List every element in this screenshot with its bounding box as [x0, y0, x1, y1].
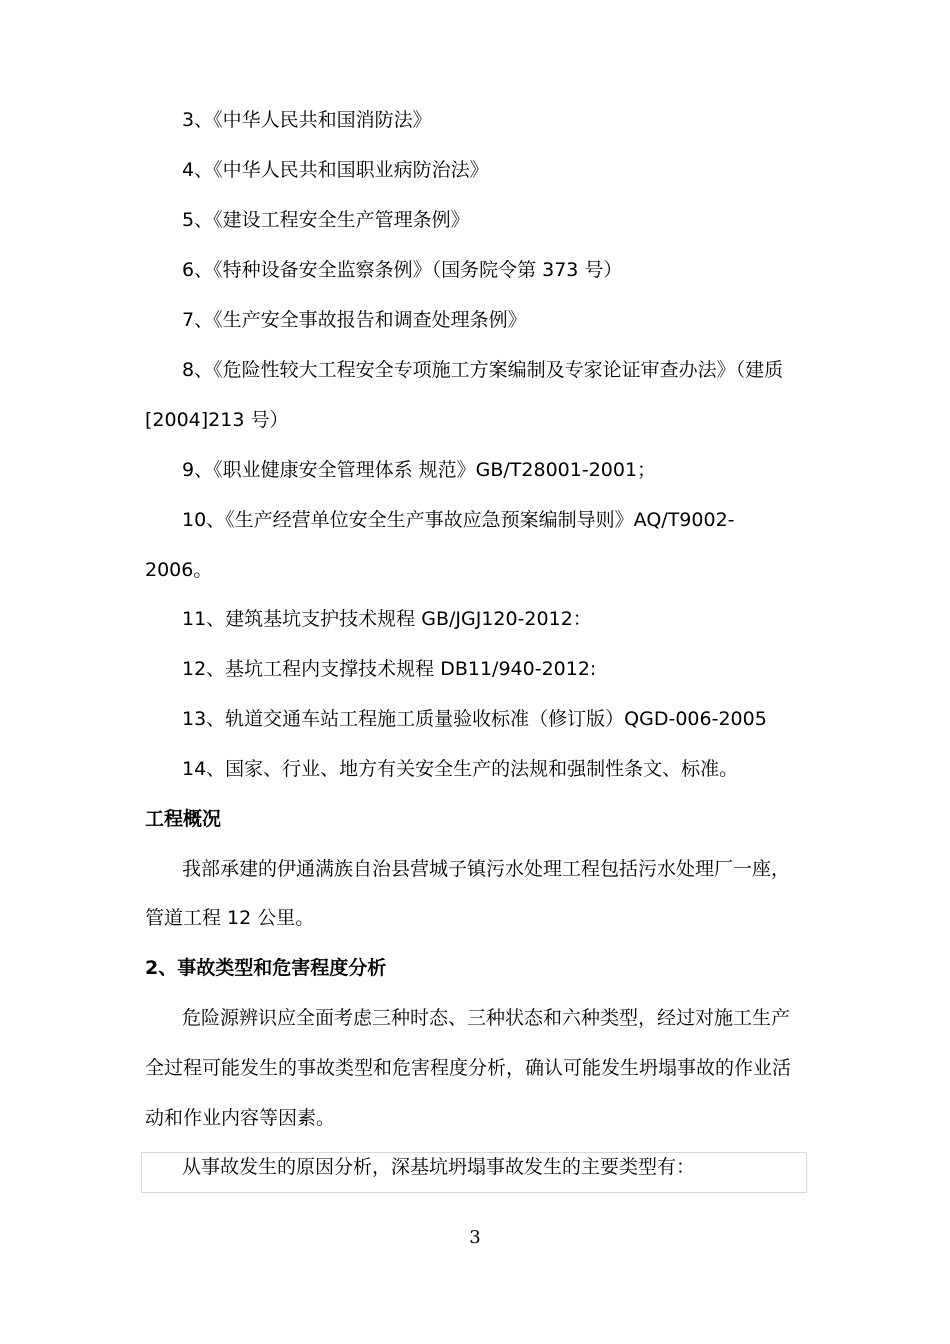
reference-item-11: 11、建筑基坑支护技术规程 GB/JGJ120-2012： — [182, 608, 592, 630]
analysis-paragraph-line-3: 动和作业内容等因素。 — [145, 1107, 336, 1129]
reference-item-13: 13、轨道交通车站工程施工质量验收标准（修订版）QGD-006-2005 — [182, 708, 767, 730]
reference-item-7: 7、《生产安全事故报告和调查处理条例》 — [182, 309, 527, 331]
reference-item-8-continued: [2004]213 号） — [145, 409, 289, 431]
reference-item-12: 12、基坑工程内支撑技术规程 DB11/940-2012: — [182, 658, 597, 680]
bordered-paragraph-text: 从事故发生的原因分析，深基坑坍塌事故发生的主要类型有： — [182, 1156, 696, 1178]
analysis-paragraph-line-1: 危险源辨识应全面考虑三种时态、三种状态和六种类型，经过对施工生产 — [182, 1007, 791, 1029]
bordered-paragraph-box — [141, 1152, 807, 1193]
reference-item-10-continued: 2006。 — [145, 559, 213, 581]
overview-paragraph-line-1: 我部承建的伊通满族自治县营城子镇污水处理工程包括污水处理厂一座， — [182, 858, 791, 880]
analysis-paragraph-line-2: 全过程可能发生的事故类型和危害程度分析，确认可能发生坍塌事故的作业活 — [145, 1057, 792, 1079]
reference-item-14: 14、国家、行业、地方有关安全生产的法规和强制性条文、标准。 — [182, 758, 739, 780]
section-heading-accident-analysis: 2、事故类型和危害程度分析 — [145, 957, 387, 979]
reference-item-6: 6、《特种设备安全监察条例》（国务院令第 373 号） — [182, 259, 623, 281]
overview-paragraph-line-2: 管道工程 12 公里。 — [145, 907, 315, 929]
reference-item-8: 8、《危险性较大工程安全专项施工方案编制及专家论证审查办法》（建质 — [182, 359, 784, 381]
page-number: 3 — [469, 1227, 481, 1248]
reference-item-9: 9、《职业健康安全管理体系 规范》GB/T28001-2001； — [182, 459, 657, 481]
reference-item-10: 10、《生产经营单位安全生产事故应急预案编制导则》AQ/T9002- — [182, 509, 735, 531]
reference-item-5: 5、《建设工程安全生产管理条例》 — [182, 209, 470, 231]
section-heading-overview: 工程概况 — [145, 808, 222, 830]
reference-item-3: 3、《中华人民共和国消防法》 — [182, 109, 432, 131]
reference-item-4: 4、《中华人民共和国职业病防治法》 — [182, 159, 489, 181]
